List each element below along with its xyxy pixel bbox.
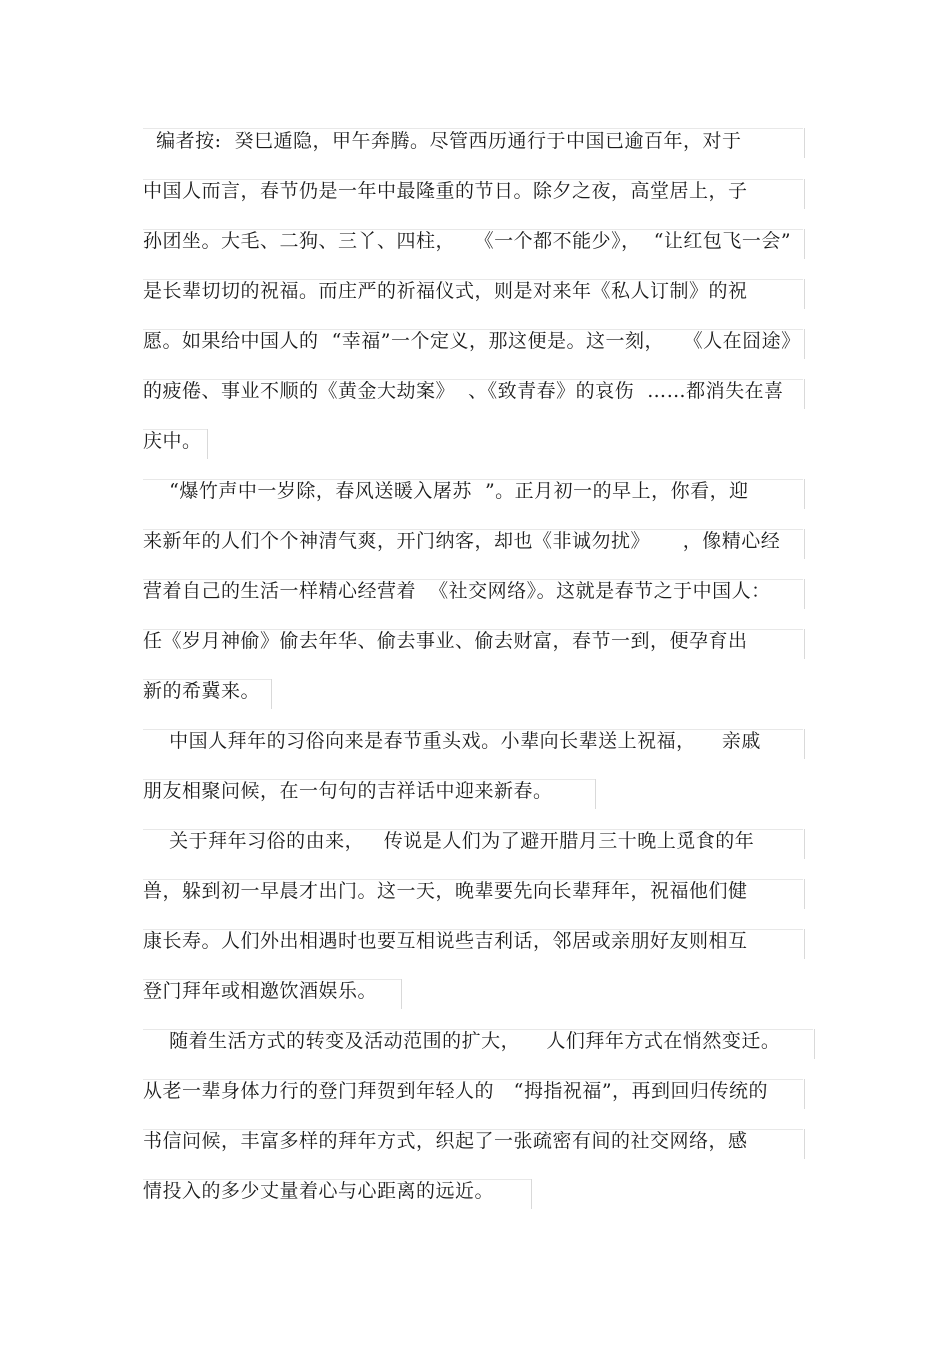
paragraph-5-line-3: 书信问候，丰富多样的拜年方式，织起了一张疏密有间的社交网络，感 [143,1130,748,1152]
line-guide [207,429,208,459]
line-guide [804,179,805,209]
line-guide [804,1079,805,1109]
paragraph-4-line-4: 登门拜年或相邀饮酒娱乐。 [143,980,378,1002]
line-guide [595,779,596,809]
line-guide [804,929,805,959]
line-guide [804,829,805,859]
line-guide [814,1029,815,1059]
line-guide [401,979,402,1009]
line-guide [804,229,805,259]
paragraph-1-line-6: 的疲倦、事业不顺的《黄金大劫案》 、《致青春》的哀伤 ……都消失在喜 [143,380,784,402]
line-guide [804,629,805,659]
paragraph-4-line-2: 兽，躲到初一早晨才出门。这一天，晚辈要先向长辈拜年，祝福他们健 [143,880,748,902]
line-guide [271,679,272,709]
paragraph-1-line-5: 愿。如果给中国人的 “幸福”一个定义，那这便是。这一刻， 《人在囧途》 [143,330,801,352]
paragraph-1-line-4: 是长辈切切的祝福。而庄严的祈福仪式，则是对来年《私人订制》的祝 [143,280,748,302]
paragraph-2-line-4: 任《岁月神偷》偷去年华、偷去事业、偷去财富，春节一到，便孕育出 [143,630,748,652]
line-guide [804,1129,805,1159]
paragraph-3-line-2: 朋友相聚问候，在一句句的吉祥话中迎来新春。 [143,780,553,802]
line-guide [804,329,805,359]
line-guide [804,729,805,759]
paragraph-2-line-3: 营着自己的生活一样精心经营着 《社交网络》。这就是春节之于中国人： [143,580,771,602]
paragraph-2-line-2: 来新年的人们个个神清气爽，开门纳客，却也《非诚勿扰》 ，像精心经 [143,530,781,552]
paragraph-4-line-1: 关于拜年习俗的由来， 传说是人们为了避开腊月三十晚上觅食的年 [143,830,755,852]
line-guide [531,1179,532,1209]
line-guide [804,879,805,909]
paragraph-1-line-2: 中国人而言，春节仍是一年中最隆重的节日。除夕之夜，高堂居上，子 [143,180,748,202]
paragraph-2-line-1: “爆竹声中一岁除，春风送暖入屠苏 ”。正月初一的早上，你看，迎 [143,480,749,502]
paragraph-5-line-2: 从老一辈身体力行的登门拜贺到年轻人的 “拇指祝福”，再到回归传统的 [143,1080,769,1102]
paragraph-1-line-1: 编者按: 癸巳遁隐，甲午奔腾。尽管西历通行于中国已逾百年，对于 [143,130,742,152]
paragraph-5-line-4: 情投入的多少丈量着心与心距离的远近。 [143,1180,495,1202]
line-guide [804,529,805,559]
line-guide [804,379,805,409]
paragraph-5-line-1: 随着生活方式的转变及活动范围的扩大， 人们拜年方式在悄然变迁。 [143,1030,781,1052]
line-guide [804,128,805,158]
paragraph-3-line-1: 中国人拜年的习俗向来是春节重头戏。小辈向长辈送上祝福， 亲戚 [143,730,761,752]
line-guide [804,479,805,509]
paragraph-2-line-5: 新的希冀来。 [143,680,261,702]
paragraph-4-line-3: 康长寿。人们外出相遇时也要互相说些吉利话，邻居或亲朋好友则相互 [143,930,748,952]
line-guide [804,579,805,609]
paragraph-1-line-3: 孙团坐。大毛、二狗、三丫、四柱， 《一个都不能少》， “让红包飞一会” [143,230,792,252]
line-guide [804,279,805,309]
paragraph-1-line-7: 庆中。 [143,430,202,452]
